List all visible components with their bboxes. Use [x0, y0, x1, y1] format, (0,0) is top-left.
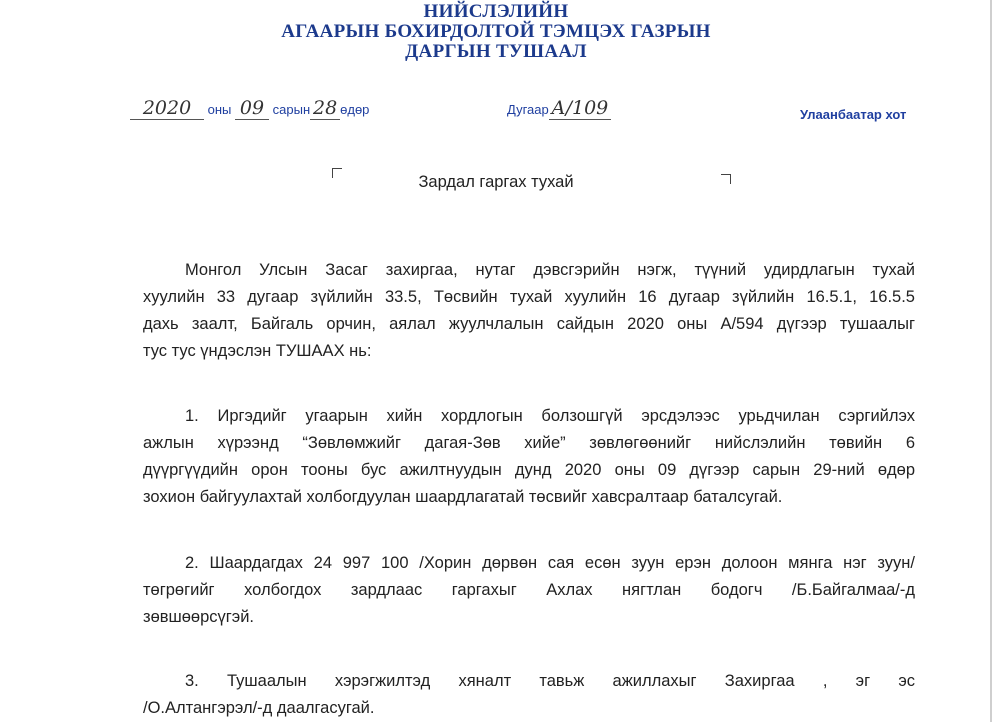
- item2-line: 2. Шаардагдах 24 997 100 /Хорин дөрвөн сая есөн зуун ерэн долоон мянга нэг зуун/: [185, 554, 915, 572]
- number-label: Дугаар: [507, 102, 549, 117]
- date-month: 09: [235, 97, 269, 120]
- date-day-suffix: өдөр: [340, 102, 370, 117]
- document-title: Зардал гаргах тухай: [418, 173, 574, 191]
- item3-line: 3. Тушаалын хэрэгжилтэд хяналт тавьж ажиллахыг Захиргаа , эг эс: [185, 672, 915, 690]
- item1-line: ажлын хүрээнд “Зөвлөмжийг дагая-Зөв хийе” зөвлөгөөнийг нийслэлийн төвийн 6: [143, 434, 915, 452]
- intro-line: Монгол Улсын Засаг захиргаа, нутаг дэвсгэрийн нэгж, түүний удирдлагын тухай: [185, 261, 915, 279]
- item3-line: /О.Алтангэрэл/-д даалгасугай.: [143, 699, 375, 717]
- item1-line: дүүргүүдийн орон тооны бус ажилтнуудын дунд 2020 оны 09 дүгээр сарын 29-ний өдөр: [143, 461, 915, 479]
- intro-line: тус тус үндэслэн ТУШААХ нь:: [143, 342, 372, 360]
- item1-line: зохион байгуулахтай холбогдуулан шаардлагатай төсвийг хавсралтаар баталсугай.: [143, 488, 783, 506]
- item1-line: 1. Иргэдийг угаарын хийн хордлогын болзошгүй эрсдэлээс урьдчилан сэргийлэх: [185, 407, 915, 425]
- date-day: 28: [310, 97, 340, 120]
- date-year-suffix: оны: [207, 102, 232, 117]
- paragraph-item-1: [143, 403, 915, 511]
- order-number-block: [507, 97, 611, 120]
- header-line-1: НИЙСЛЭЛИЙН: [423, 1, 569, 22]
- date-month-suffix: сарын: [272, 102, 311, 117]
- date-year: 2020: [130, 97, 204, 120]
- city: Улаанбаатар хот: [800, 107, 907, 122]
- intro-line: дахь заалт, Байгаль орчин, аялал жуулчлалын сайдын 2020 оны А/594 дүгээр тушаалыг: [143, 315, 915, 333]
- item2-line: төгрөгийг холбогдох зардлаас гаргахыг Ахлах нягтлан бодогч /Б.Байгалмаа/-д: [143, 581, 915, 599]
- date-block: [130, 97, 369, 120]
- paragraph-item-2: [143, 550, 915, 631]
- paragraph-intro: [143, 257, 915, 365]
- intro-line: хуулийн 33 дугаар зүйлийн 33.5, Төсвийн тухай хуулийн 16 дугаар зүйлийн 16.5.1, 16.5.5: [143, 288, 915, 306]
- order-number: А/109: [549, 97, 611, 120]
- paragraph-item-3: [143, 668, 915, 722]
- item2-line: зөвшөөрсүгэй.: [143, 608, 255, 626]
- header-line-3: ДАРГЫН ТУШААЛ: [405, 41, 587, 62]
- header-line-2: АГААРЫН БОХИРДОЛТОЙ ТЭМЦЭХ ГАЗРЫН: [281, 21, 711, 42]
